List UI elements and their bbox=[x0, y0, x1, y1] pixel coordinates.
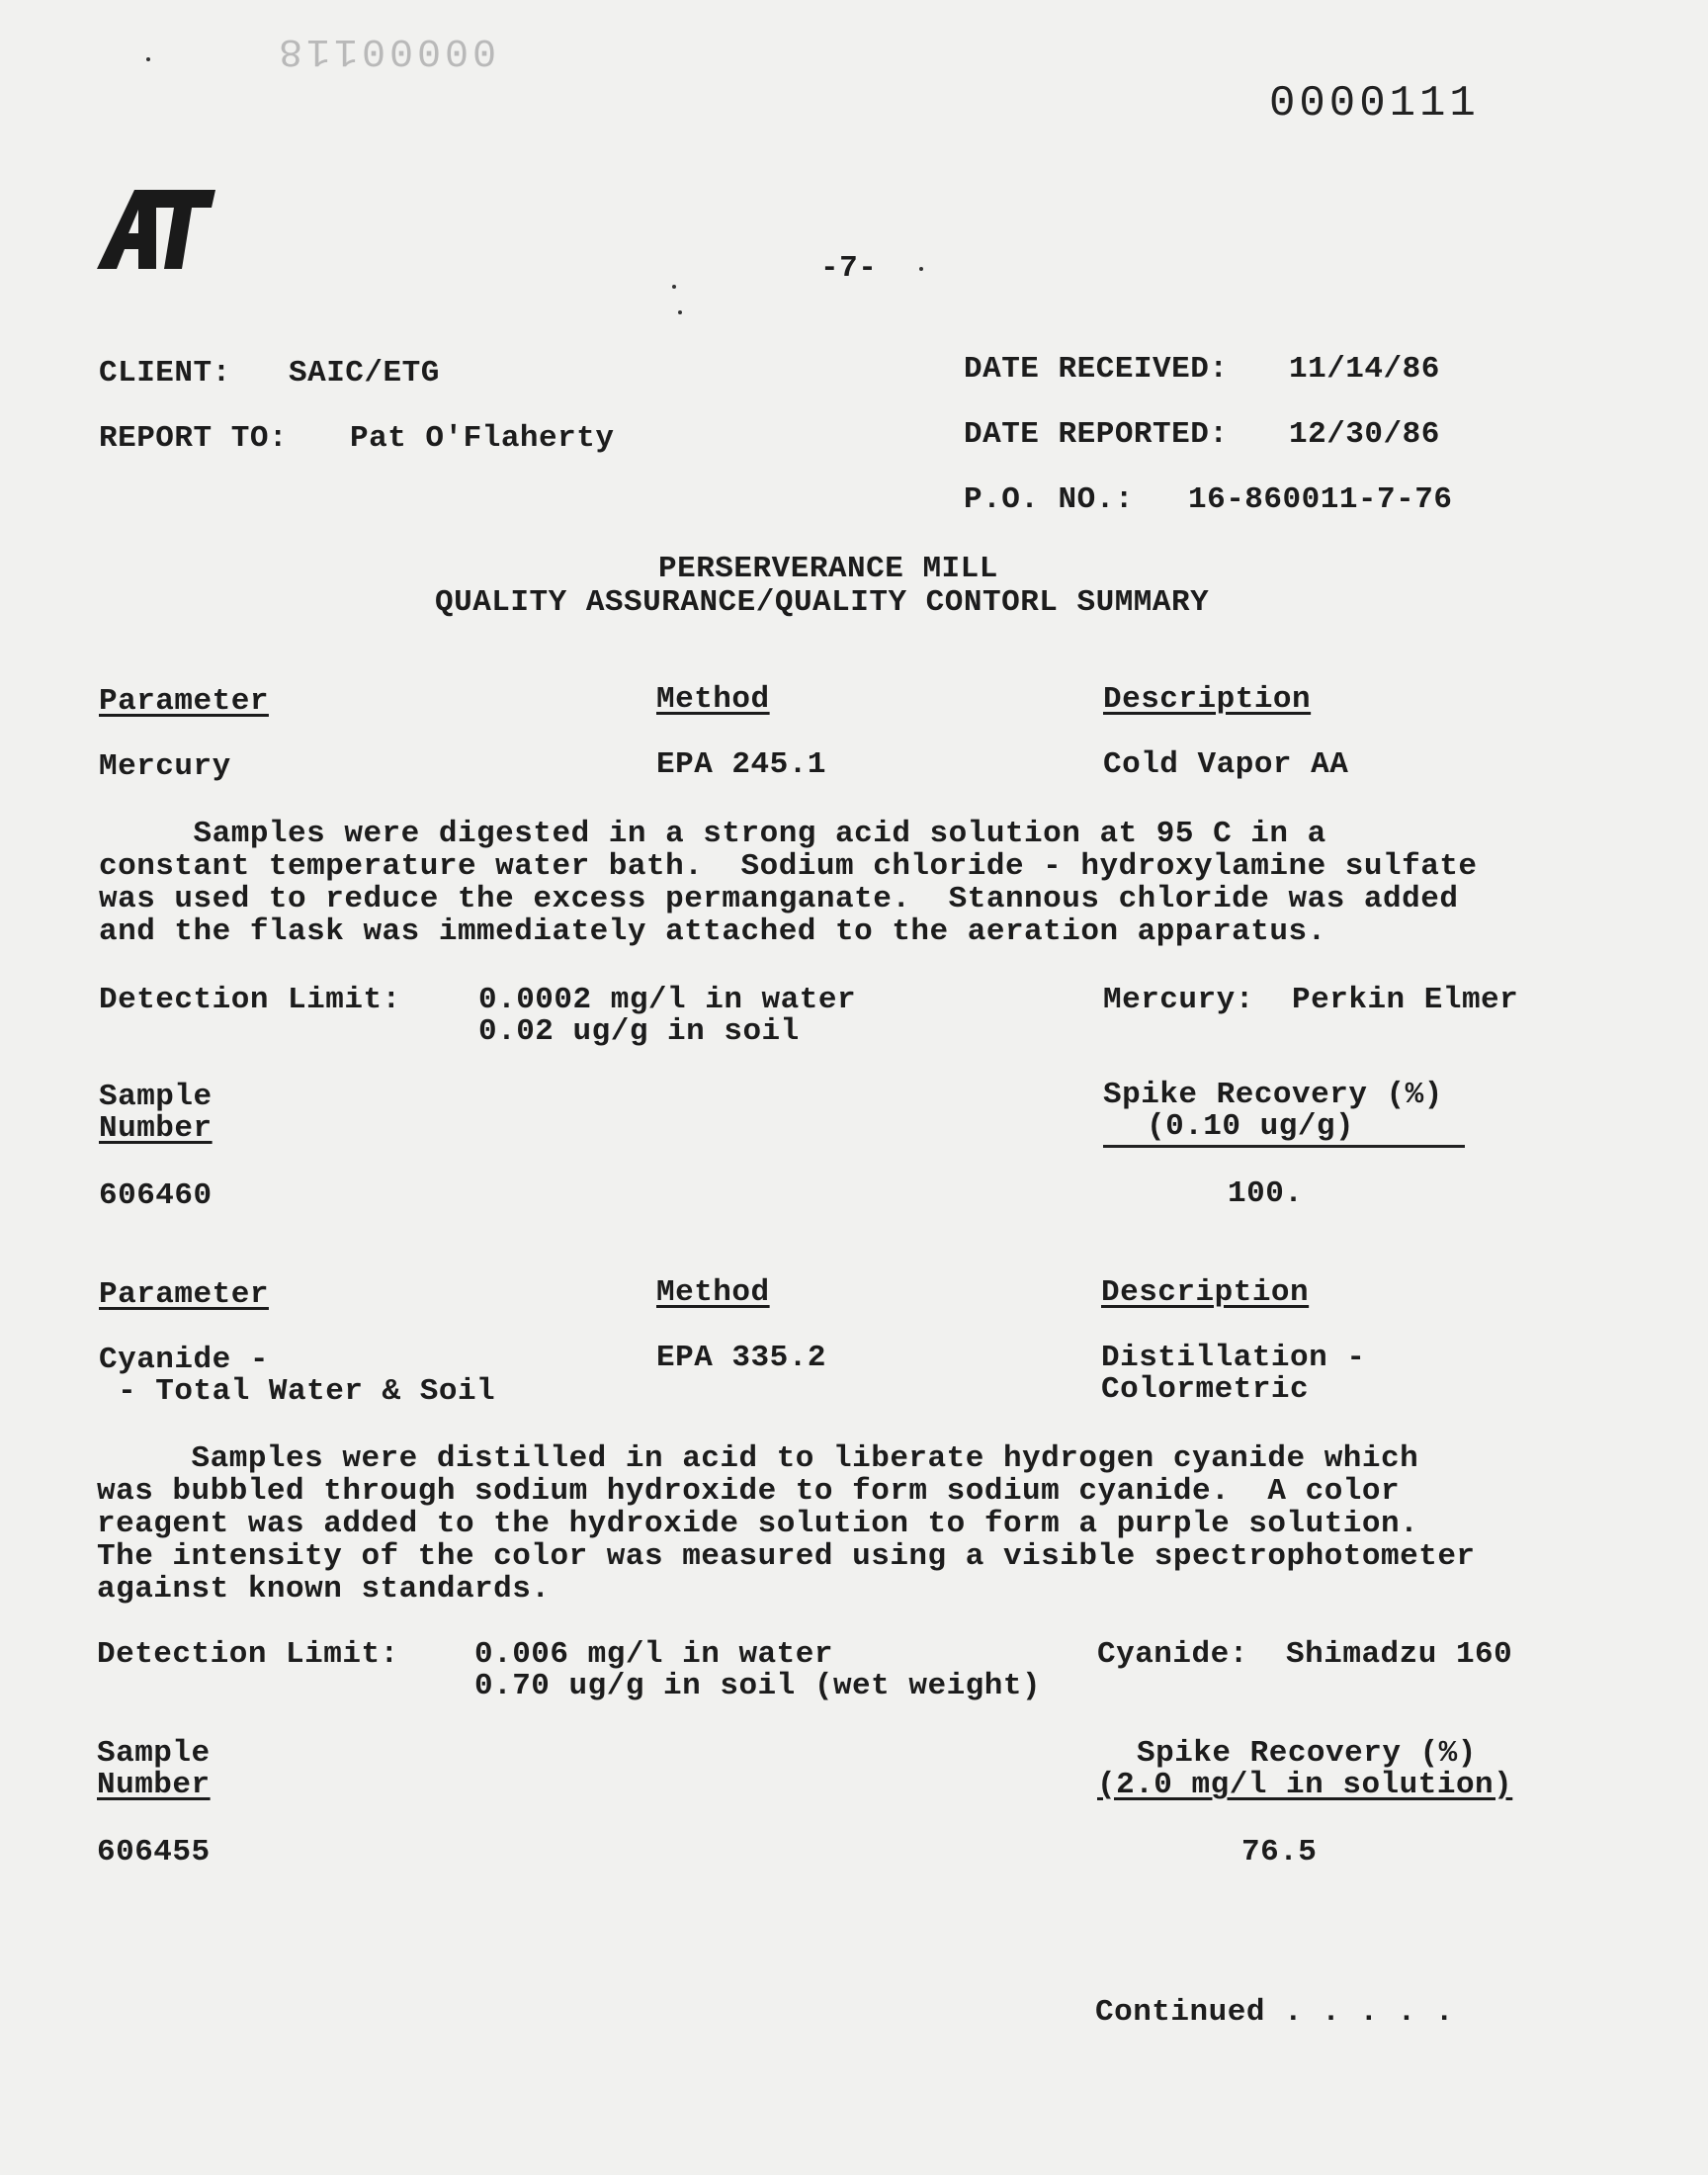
method-heading: Method bbox=[656, 682, 770, 717]
cyanide-sample-label: Number bbox=[97, 1768, 211, 1802]
cyanide-detection-soil: 0.70 ug/g in soil (wet weight) bbox=[474, 1669, 1042, 1703]
po-value: 16-860011-7-76 bbox=[1188, 482, 1453, 517]
mercury-instrument: Mercury: Perkin Elmer bbox=[1103, 983, 1519, 1017]
mercury-detection-soil: 0.02 ug/g in soil bbox=[478, 1014, 800, 1049]
cyanide-detection-water: 0.006 mg/l in water bbox=[474, 1637, 833, 1672]
faded-stamp-number: 00000118 bbox=[275, 28, 497, 72]
cyanide-spike-label: Spike Recovery (%) bbox=[1137, 1736, 1477, 1771]
at-logo-mark bbox=[95, 186, 217, 271]
at-logo bbox=[95, 186, 217, 271]
mercury-spike-rule bbox=[1103, 1145, 1465, 1148]
cyanide-spike-unit: (2.0 mg/l in solution) bbox=[1097, 1768, 1513, 1802]
client-value: SAIC/ETG bbox=[289, 356, 440, 391]
cyanide-spike-value: 76.5 bbox=[1241, 1835, 1318, 1870]
date-reported-label: DATE REPORTED: bbox=[964, 417, 1229, 452]
scan-speck bbox=[678, 310, 682, 314]
cyanide-detection-label: Detection Limit: bbox=[97, 1637, 399, 1672]
mercury-detection-label: Detection Limit: bbox=[99, 983, 401, 1017]
page-number: -7- bbox=[820, 251, 878, 286]
cyanide-sample-label: Sample bbox=[97, 1736, 211, 1771]
cyanide-method: EPA 335.2 bbox=[656, 1341, 826, 1375]
parameter-heading: Parameter bbox=[99, 1277, 269, 1312]
mercury-paragraph-line: was used to reduce the excess permanganate. Stannous chloride was added bbox=[99, 882, 1459, 916]
cyanide-sample-number: 606455 bbox=[97, 1835, 211, 1870]
mercury-spike-value: 100. bbox=[1228, 1176, 1304, 1211]
method-heading: Method bbox=[656, 1275, 770, 1310]
cyanide-paragraph-line: The intensity of the color was measured using a visible spectrophotometer bbox=[97, 1539, 1476, 1574]
mercury-paragraph-line: and the flask was immediately attached to the aeration apparatus. bbox=[99, 914, 1326, 949]
report-to-label: REPORT TO: bbox=[99, 421, 289, 456]
cyanide-parameter: Cyanide - bbox=[99, 1343, 269, 1377]
report-to-value: Pat O'Flaherty bbox=[350, 421, 615, 456]
description-heading: Description bbox=[1103, 682, 1312, 717]
mercury-sample-label: Number bbox=[99, 1111, 213, 1146]
cyanide-paragraph-line: Samples were distilled in acid to liberate hydrogen cyanide which bbox=[97, 1441, 1419, 1476]
scan-speck bbox=[672, 285, 676, 289]
po-label: P.O. NO.: bbox=[964, 482, 1134, 517]
cyanide-paragraph-line: against known standards. bbox=[97, 1572, 551, 1607]
cyanide-paragraph-line: reagent was added to the hydroxide solution to form a purple solution. bbox=[97, 1507, 1419, 1541]
mercury-method: EPA 245.1 bbox=[656, 747, 826, 782]
mercury-paragraph-line: constant temperature water bath. Sodium chloride - hydroxylamine sulfate bbox=[99, 849, 1478, 884]
mercury-detection-water: 0.0002 mg/l in water bbox=[478, 983, 857, 1017]
cyanide-description: Distillation - bbox=[1101, 1341, 1366, 1375]
cyanide-description-sub: Colormetric bbox=[1101, 1372, 1310, 1407]
date-received-label: DATE RECEIVED: bbox=[964, 352, 1229, 387]
mercury-spike-label: Spike Recovery (%) bbox=[1103, 1078, 1443, 1112]
mercury-parameter: Mercury bbox=[99, 749, 231, 784]
cyanide-parameter-sub: - Total Water & Soil bbox=[99, 1374, 496, 1409]
document-stamp-number: 0000111 bbox=[1269, 79, 1480, 129]
parameter-heading: Parameter bbox=[99, 684, 269, 719]
mercury-paragraph-line: Samples were digested in a strong acid solution at 95 C in a bbox=[99, 817, 1326, 851]
report-title-line2: QUALITY ASSURANCE/QUALITY CONTORL SUMMARY bbox=[435, 585, 1210, 620]
mercury-sample-label: Sample bbox=[99, 1080, 213, 1114]
mercury-spike-unit: (0.10 ug/g) bbox=[1147, 1109, 1355, 1144]
mercury-sample-number: 606460 bbox=[99, 1178, 213, 1213]
description-heading: Description bbox=[1101, 1275, 1310, 1310]
scan-speck bbox=[919, 267, 923, 271]
date-received-value: 11/14/86 bbox=[1289, 352, 1440, 387]
continued-note: Continued . . . . . bbox=[1095, 1995, 1454, 2030]
mercury-description: Cold Vapor AA bbox=[1103, 747, 1349, 782]
client-label: CLIENT: bbox=[99, 356, 231, 391]
scan-speck bbox=[146, 57, 150, 61]
date-reported-value: 12/30/86 bbox=[1289, 417, 1440, 452]
cyanide-instrument: Cyanide: Shimadzu 160 bbox=[1097, 1637, 1513, 1672]
cyanide-paragraph-line: was bubbled through sodium hydroxide to form sodium cyanide. A color bbox=[97, 1474, 1401, 1509]
report-title-line1: PERSERVERANCE MILL bbox=[658, 552, 998, 586]
